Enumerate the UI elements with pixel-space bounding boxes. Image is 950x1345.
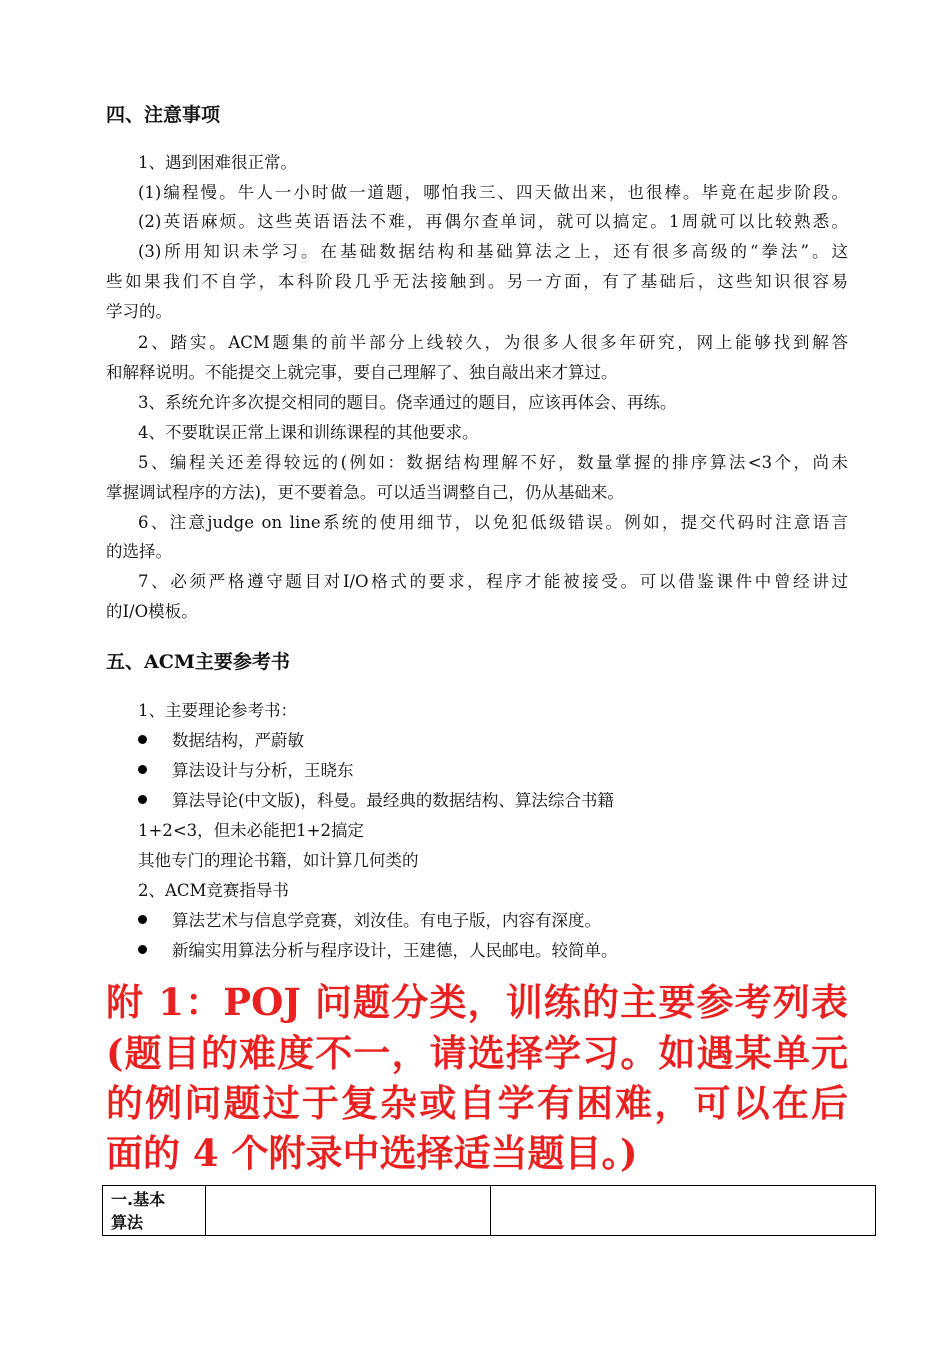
- note-line: 7、必须严格遵守题目对I/O格式的要求，程序才能被接受。可以借鉴课件中曾经讲过: [138, 572, 848, 591]
- note-text: 其他专门的理论书籍，如计算几何类的: [138, 851, 419, 870]
- guide-books-title: 2、ACM竞赛指导书: [138, 881, 289, 900]
- book-title: 新编实用算法分析与程序设计，王建德，人民邮电。较简单。: [172, 941, 618, 960]
- note-line: (3)所用知识未学习。在基础数据结构和基础算法之上，还有很多高级的“拳法”。这: [138, 242, 848, 261]
- book-list-item: [138, 760, 354, 782]
- book-title: 算法导论(中文版)，科曼。最经典的数据结构、算法综合书籍: [172, 791, 614, 810]
- appendix-heading-line: 面的 4 个附录中选择适当题目。): [106, 1131, 638, 1175]
- note-line: (2)英语麻烦。这些英语语法不难，再偶尔查单词，就可以搞定。1周就可以比较熟悉。: [138, 212, 848, 231]
- table-row: [103, 1186, 876, 1236]
- book-list-item: [138, 940, 618, 962]
- book-title: 数据结构，严蔚敏: [172, 731, 304, 750]
- note-line: 2、踏实。ACM题集的前半部分上线较久，为很多人很多年研究，网上能够找到解答: [138, 333, 848, 352]
- bullet-icon: [138, 795, 147, 804]
- book-title: 算法设计与分析，王晓东: [172, 761, 354, 780]
- book-list-item: [138, 730, 304, 752]
- book-list-item: [138, 790, 614, 812]
- category-cell: [103, 1186, 206, 1236]
- note-line: 5、编程关还差得较远的(例如：数据结构理解不好，数量掌握的排序算法<3个，尚未: [138, 453, 848, 472]
- note-line: 6、注意judge on line系统的使用细节，以免犯低级错误。例如，提交代码时注意语言: [138, 513, 848, 532]
- appendix-heading-line: 的例问题过于复杂或自学有困难，可以在后: [106, 1081, 848, 1125]
- section-heading-notes: 四、注意事项: [106, 104, 221, 126]
- note-line: 4、不要耽误正常上课和训练课程的其他要求。: [138, 423, 479, 442]
- bullet-icon: [138, 765, 147, 774]
- theory-books-title: 1、主要理论参考书：: [138, 701, 297, 720]
- table-cell: [491, 1186, 876, 1236]
- note-text: 1+2<3，但未必能把1+2搞定: [138, 821, 364, 840]
- bullet-icon: [138, 735, 147, 744]
- table-cell: [206, 1186, 491, 1236]
- note-line: (1)编程慢。牛人一小时做一道题，哪怕我三、四天做出来，也很棒。毕竟在起步阶段。: [138, 183, 848, 202]
- book-title: 算法艺术与信息学竞赛，刘汝佳。有电子版，内容有深度。: [172, 911, 601, 930]
- note-line: 3、系统允许多次提交相同的题目。侥幸通过的题目，应该再体会、再练。: [138, 393, 677, 412]
- note-line: 和解释说明。不能提交上就完事，要自己理解了、独自敲出来才算过。: [106, 363, 618, 382]
- category-label: 一.基本: [111, 1190, 166, 1209]
- note-line: 掌握调试程序的方法)，更不要着急。可以适当调整自己，仍从基础来。: [106, 483, 624, 502]
- note-line: 1、遇到困难很正常。: [138, 153, 297, 172]
- note-line: 些如果我们不自学，本科阶段几乎无法接触到。另一方面，有了基础后，这些知识很容易: [106, 272, 848, 291]
- note-line: 学习的。: [106, 302, 172, 321]
- appendix-heading-line: 附 1：POJ 问题分类，训练的主要参考列表: [106, 980, 848, 1024]
- note-line: 的选择。: [106, 542, 172, 561]
- section-heading-references: 五、ACM主要参考书: [106, 651, 290, 673]
- bullet-icon: [138, 915, 147, 924]
- bullet-icon: [138, 945, 147, 954]
- problem-category-table: [102, 1185, 876, 1236]
- note-line: 的I/O模板。: [106, 602, 198, 621]
- book-list-item: [138, 910, 601, 932]
- category-label: 算法: [111, 1213, 144, 1232]
- appendix-heading-line: (题目的难度不一，请选择学习。如遇某单元: [106, 1031, 848, 1075]
